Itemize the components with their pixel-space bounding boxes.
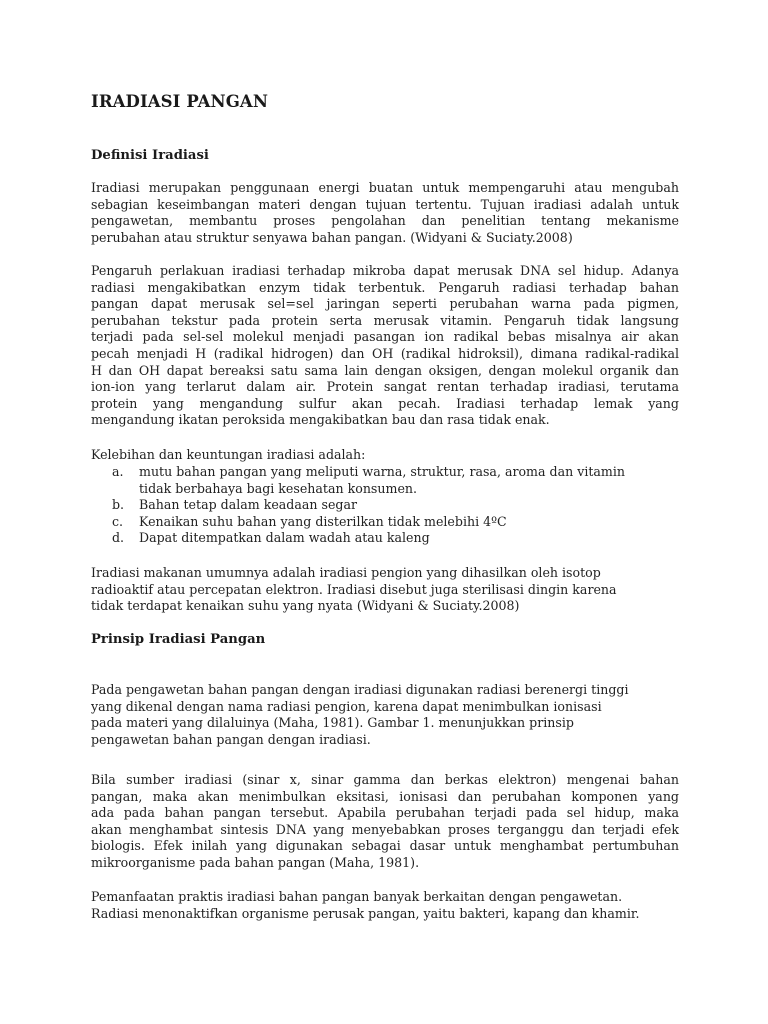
text-line: pecah menjadi H (radikal hidrogen) dan OH (radikal hidroksil), dimana radikal-radikal: [91, 345, 679, 361]
text-line: Iradiasi merupakan penggunaan energi buatan untuk mempengaruhi atau mengubah: [91, 180, 679, 195]
list-item-text: mutu bahan pangan yang meliputi warna, struktur, rasa, aroma dan vitamin: [139, 464, 625, 479]
paragraph-iradiasi-makanan: [91, 565, 679, 615]
list-item: [112, 514, 679, 531]
text-line: yang dikenal dengan nama radiasi pengion, karena dapat menimbulkan ionisasi: [91, 698, 602, 714]
text-line: Pada pengawetan bahan pangan dengan iradiasi digunakan radiasi berenergi tinggi: [91, 682, 629, 697]
list-item-text: Kenaikan suhu bahan yang disterilkan tidak melebihi 4ºC: [139, 513, 507, 529]
text-line: Radiasi menonaktifkan organisme perusak pangan, yaitu bakteri, kapang dan khamir.: [91, 905, 640, 921]
section-heading-prinsip: Prinsip Iradiasi Pangan: [91, 632, 266, 647]
text-line: pada materi yang dilaluinya (Maha, 1981). Gambar 1. menunjukkan prinsip: [91, 715, 574, 731]
list-item-text: Dapat ditempatkan dalam wadah atau kaleng: [139, 530, 430, 546]
benefits-list: [112, 464, 679, 547]
list-intro: [91, 447, 679, 464]
text-line: H dan OH dapat bereaksi satu sama lain dengan oksigen, dengan molekul organik dan: [91, 362, 679, 378]
text-line: perubahan tekstur pada protein serta merusak vitamin. Pengaruh tidak langsung: [91, 312, 679, 328]
text-line: radioaktif atau percepatan elektron. Iradiasi disebut juga sterilisasi dingin karena: [91, 581, 617, 597]
paragraph-pemanfaatan: [91, 889, 679, 922]
list-marker: c.: [112, 513, 124, 529]
list-item-text: Bahan tetap dalam keadaan segar: [139, 497, 357, 513]
list-marker: d.: [112, 530, 125, 546]
section-heading-definisi: Definisi Iradiasi: [91, 148, 209, 163]
paragraph-pengawetan: [91, 682, 679, 748]
text-line: protein yang mengandung sulfur akan pecah. Iradiasi terhadap lemak yang: [91, 395, 679, 411]
list-item: [112, 464, 679, 497]
text-line: mikroorganisme pada bahan pangan (Maha, 1981).: [91, 854, 420, 870]
paragraph-definisi: [91, 180, 679, 246]
text-line: Kelebihan dan keuntungan iradiasi adalah:: [91, 447, 366, 462]
paragraph-pengaruh: [91, 263, 679, 429]
text-line: perubahan atau struktur senyawa bahan pangan. (Widyani & Suciaty.2008): [91, 229, 573, 245]
text-line: biologis. Efek inilah yang digunakan sebagai dasar untuk menghambat pertumbuhan: [91, 838, 679, 854]
text-line: Iradiasi makanan umumnya adalah iradiasi pengion yang dihasilkan oleh isotop: [91, 565, 601, 580]
list-item: [112, 530, 679, 547]
text-line: pengawetan, membantu proses pengolahan dan penelitian tentang mekanisme: [91, 213, 679, 229]
text-line: pengawetan bahan pangan dengan iradiasi.: [91, 731, 371, 747]
paragraph-sumber-iradiasi: [91, 772, 679, 872]
document-title: IRADIASI PANGAN: [91, 92, 269, 111]
text-line: Pengaruh perlakuan iradiasi terhadap mikroba dapat merusak DNA sel hidup. Adanya: [91, 263, 679, 278]
list-marker: a.: [112, 464, 124, 479]
text-line: pangan dapat merusak sel=sel jaringan seperti perubahan warna pada pigmen,: [91, 296, 679, 312]
text-line: Pemanfaatan praktis iradiasi bahan pangan banyak berkaitan dengan pengawetan.: [91, 889, 623, 904]
text-line: pangan, maka akan menimbulkan eksitasi, ionisasi dan perubahan komponen yang: [91, 788, 679, 804]
text-line: Bila sumber iradiasi (sinar x, sinar gamma dan berkas elektron) mengenai bahan: [91, 772, 679, 787]
list-marker: b.: [112, 497, 125, 513]
text-line: akan menghambat sintesis DNA yang menyebabkan proses terganggu dan terjadi efek: [91, 821, 679, 837]
list-item: [112, 497, 679, 514]
text-line: mengandung ikatan peroksida mengakibatkan bau dan rasa tidak enak.: [91, 412, 550, 428]
list-item-text: tidak berbahaya bagi kesehatan konsumen.: [139, 480, 418, 496]
text-line: ada pada bahan pangan tersebut. Apabila perubahan terjadi pada sel hidup, maka: [91, 805, 679, 821]
text-line: radiasi mengakibatkan enzym tidak terbentuk. Pengaruh radiasi terhadap bahan: [91, 279, 679, 295]
text-line: terjadi pada sel-sel molekul menjadi pasangan ion radikal bebas misalnya air akan: [91, 329, 679, 345]
text-line: tidak terdapat kenaikan suhu yang nyata (Widyani & Suciaty.2008): [91, 598, 520, 614]
text-line: ion-ion yang terlarut dalam air. Protein sangat rentan terhadap iradiasi, terutama: [91, 379, 679, 395]
text-line: sebagian keseimbangan materi dengan tujuan tertentu. Tujuan iradiasi adalah untuk: [91, 196, 679, 212]
